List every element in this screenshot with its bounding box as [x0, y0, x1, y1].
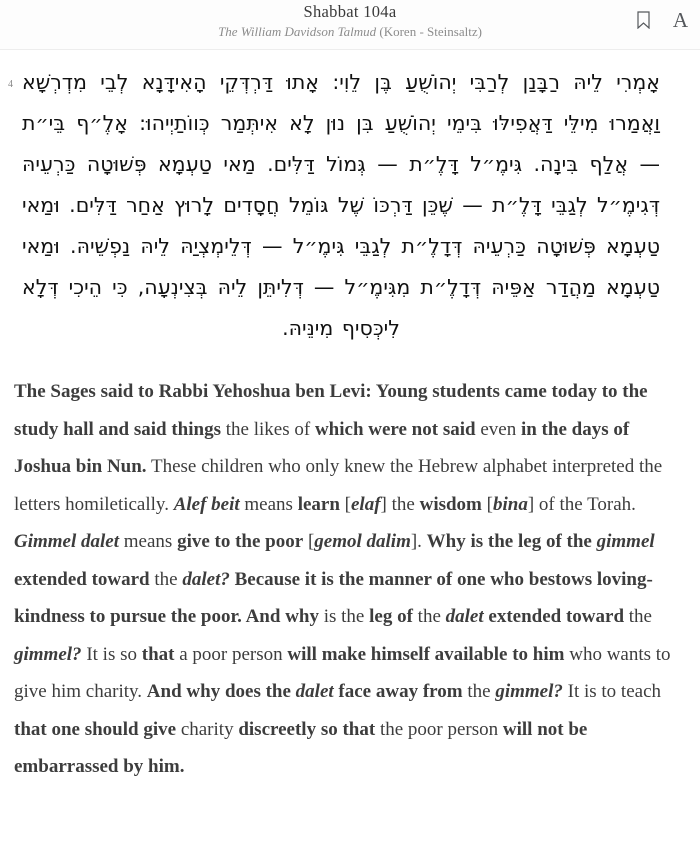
font-size-button[interactable]: A — [672, 8, 688, 32]
emphasis-run: face away from — [338, 681, 463, 702]
emphasis-run: that — [141, 643, 175, 665]
emphasis-run: gimmel? — [495, 681, 563, 702]
emphasis-run: gimmel — [596, 531, 655, 552]
emphasis-run: wisdom — [419, 493, 482, 515]
page-subtitle — [0, 23, 700, 40]
hebrew-paragraph[interactable]: אָמְרִי לֵיהּ רַבָּנַן לְרַבִּי יְהוֹשֻׁעַ בֶּן לֵוִי: אָתוּ דַּרְדְּקֵי הָאִידָּנָא לְבֵי מִדְרְשָׁא וַאֲמַרוּ מִילֵּי דַּאֲפִילּוּ בִּימֵי יְהוֹשֻׁעַ בִּן נוּן לָא אִיתְּמַר כְּווֹתַיְיהוּ: אָלֶ״ף בֵּי״ת — אֲלַף בִּינָה. גִּימֶ״ל דָּלֶ״ת — גְּמוֹל דַּלִּים. מַאי טַעְמָא פְּשׁוּטָה כַּרְעֵיהּ דְּגִימֶ״ל לְגַבֵּי דָּלֶ״ת — שֶׁכֵּן דַּרְכּוֹ שֶׁל גּוֹמֵל חֲסָדִים לָרוּץ אַחַר דַּלִּים. וּמַאי טַעְמָא פְּשׁוּטָה כַּרְעֵיהּ דְּדָלֶ״ת לְגַבֵּי גִּימֶ״ל — דְּלֵימְצְיַהּ לֵיהּ נַפְשֵׁיהּ. וּמַאי טַעְמָא מַהֲדַר אַפֵּיהּ דְּדָלֶ״ת מִגִּימֶ״ל — דְּלִיתֵּן לֵיהּ בְּצִינְעָה, כִּי הֵיכִי דְּלָא לִיכְּסִיף מִינֵּיהּ. — [22, 70, 660, 340]
emphasis-run: dalet — [445, 606, 484, 627]
emphasis-run: The Sages said to Rabbi Yehoshua ben Levi: Young students came today to the study hall and said things — [14, 381, 648, 440]
english-translation-section[interactable] — [0, 357, 700, 786]
emphasis-run: Why is the leg of the — [426, 531, 592, 552]
emphasis-run: will not be embarrassed by him. — [14, 718, 588, 777]
emphasis-run: bina — [492, 493, 528, 515]
bookmark-icon[interactable] — [633, 8, 655, 32]
emphasis-run: that one should give — [14, 718, 177, 740]
emphasis-run: dalet — [295, 681, 334, 702]
emphasis-run: learn — [297, 493, 340, 515]
segment-number: 4 — [8, 79, 13, 90]
header-title-block — [0, 2, 700, 40]
emphasis-run: dalet? — [182, 568, 230, 590]
emphasis-run: Alef beit — [173, 493, 240, 515]
emphasis-run: gimmel? — [14, 643, 82, 665]
hebrew-text-section[interactable] — [0, 50, 700, 357]
page-subtitle-edition: (Koren - Steinsaltz) — [379, 24, 482, 39]
emphasis-run: gemol dalim — [314, 531, 411, 552]
app-header — [0, 0, 700, 50]
emphasis-run: Because it is the manner of one who bestows loving-kindness to pursue the poor. And why — [14, 568, 653, 627]
emphasis-run: And why does the — [146, 681, 291, 702]
english-paragraph[interactable]: The Sages said to Rabbi Yehoshua ben Levi: Young students came today to the study hall and said things the likes of which were not said even in the days of Joshua bin Nun. These children who only knew the Hebrew alphabet interpreted the letters homiletically. Alef beit means learn [elaf] the wisdom [bina] of the Torah. Gimmel dalet means give to the poor [gemol dalim]. Why is the leg of the gimmel extended toward the dalet? Because it is the manner of one who bestows loving-kindness to pursue the poor. And why is the leg of the dalet extended toward the gimmel? It is so that a poor person will make himself available to him who wants to give him charity. And why does the dalet face away from the gimmel? It is to teach that one should give charity discreetly so that the poor person will not be embarrassed by him. — [14, 381, 671, 777]
emphasis-run: leg of — [369, 606, 413, 627]
page-title: Shabbat 104a — [303, 2, 397, 21]
emphasis-run: elaf — [351, 493, 381, 515]
emphasis-run: which were not said — [314, 418, 476, 440]
emphasis-run: discreetly so that — [238, 718, 376, 740]
emphasis-run: extended toward — [14, 568, 150, 590]
emphasis-run: will make himself available to him — [287, 643, 565, 665]
emphasis-run: give to the poor — [177, 531, 304, 552]
page-subtitle-work: The William Davidson Talmud — [218, 24, 377, 39]
header-actions — [633, 8, 688, 32]
emphasis-run: Gimmel dalet — [14, 531, 120, 552]
emphasis-run: extended toward — [488, 606, 625, 627]
emphasis-run: in the days of Joshua bin Nun. — [14, 418, 630, 477]
